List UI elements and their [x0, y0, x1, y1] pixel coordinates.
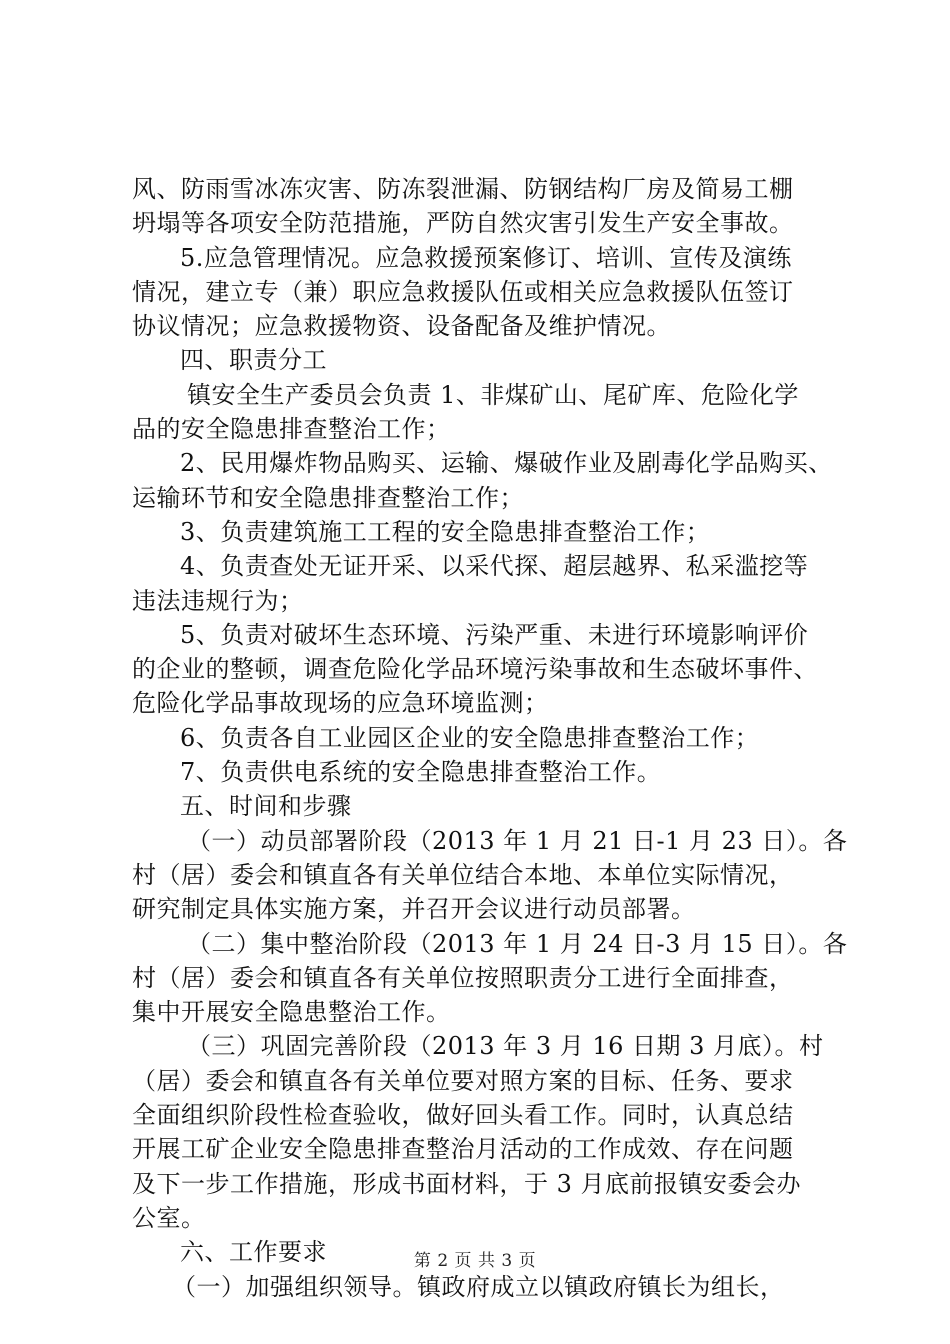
- text-line: 运输环节和安全隐患排查整治工作；: [132, 483, 524, 512]
- text-line: 公室。: [132, 1203, 206, 1232]
- section-heading: 五、时间和步骤: [180, 792, 352, 821]
- text-line: （一）加强组织领导。镇政府成立以镇政府镇长为组长，: [172, 1272, 785, 1301]
- text-line: 集中开展安全隐患整治工作。: [132, 998, 451, 1027]
- text-line: 协议情况；应急救援物资、设备配备及维护情况。: [132, 312, 671, 341]
- text-line: 村（居）委会和镇直各有关单位按照职责分工进行全面排查，: [132, 963, 794, 992]
- text-line: 的企业的整顿，调查危险化学品环境污染事故和生态破坏事件、: [132, 655, 818, 684]
- text-line: 5.应急管理情况。应急救援预案修订、培训、宣传及演练: [180, 243, 792, 272]
- text-line: 镇安全生产委员会负责 1、非煤矿山、尾矿库、危险化学: [187, 380, 799, 409]
- text-line: 危险化学品事故现场的应急环境监测；: [132, 689, 549, 718]
- section-heading: 六、工作要求: [180, 1238, 327, 1267]
- text-line: （三）巩固完善阶段（2013 年 3 月 16 日期 3 月底）。村: [187, 1032, 824, 1061]
- text-line: 情况，建立专（兼）职应急救援队伍或相关应急救援队伍签订: [132, 277, 794, 306]
- text-line: （一）动员部署阶段（2013 年 1 月 21 日-1 月 23 日）。各: [187, 826, 848, 855]
- text-line: 风、防雨雪冰冻灾害、防冻裂泄漏、防钢结构厂房及简易工棚: [132, 175, 794, 203]
- text-line: 坍塌等各项安全防范措施，严防自然灾害引发生产安全事故。: [132, 209, 794, 238]
- text-line: 6、负责各自工业园区企业的安全隐患排查整治工作；: [180, 723, 760, 752]
- text-line: 村（居）委会和镇直各有关单位结合本地、本单位实际情况，: [132, 860, 794, 889]
- text-line: 2、民用爆炸物品购买、运输、爆破作业及剧毒化学品购买、: [180, 449, 833, 478]
- text-line: （居）委会和镇直各有关单位要对照方案的目标、任务、要求: [132, 1066, 794, 1095]
- text-line: 5、负责对破坏生态环境、污染严重、未进行环境影响评价: [180, 620, 809, 649]
- text-line: 3、负责建筑施工工程的安全隐患排查整治工作；: [180, 517, 711, 546]
- document-body: [132, 172, 848, 1304]
- text-line: 4、负责查处无证开采、以采代探、超层越界、私采滥挖等: [180, 552, 809, 581]
- text-line: 全面组织阶段性检查验收，做好回头看工作。同时，认真总结: [132, 1101, 794, 1130]
- text-line: 违法违规行为；: [132, 586, 304, 615]
- page-number-footer: 第 2 页 共 3 页: [413, 1251, 537, 1271]
- text-line: （二）集中整治阶段（2013 年 1 月 24 日-3 月 15 日）。各: [187, 929, 848, 958]
- text-line: 7、负责供电系统的安全隐患排查整治工作。: [180, 758, 662, 787]
- text-line: 研究制定具体实施方案，并召开会议进行动员部署。: [132, 895, 696, 924]
- text-line: 及下一步工作措施，形成书面材料，于 3 月底前报镇安委会办: [132, 1169, 802, 1198]
- text-line: 品的安全隐患排查整治工作；: [132, 415, 451, 444]
- text-line: 开展工矿企业安全隐患排查整治月活动的工作成效、存在问题: [132, 1135, 794, 1164]
- section-heading: 四、职责分工: [180, 346, 327, 375]
